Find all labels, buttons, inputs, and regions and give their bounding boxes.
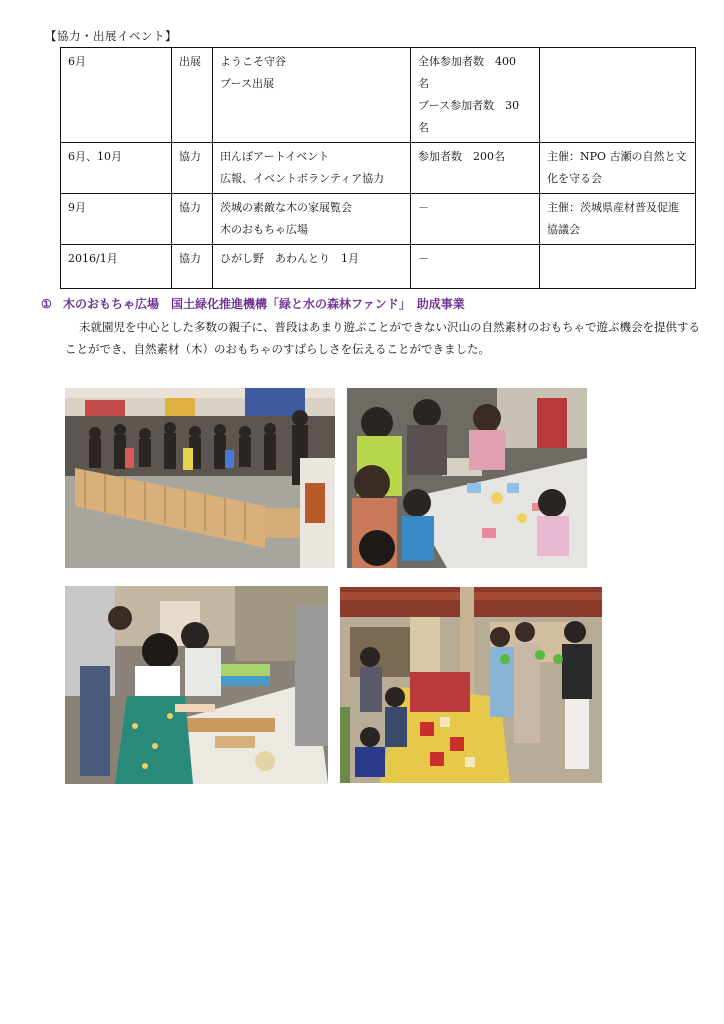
cell-participants-line: ブース参加者数 30 [418, 99, 520, 112]
cell-participants [411, 245, 540, 289]
photo-mall-play-area [340, 587, 602, 783]
cell-organizer [540, 143, 696, 194]
cell-type [172, 48, 213, 143]
cell-organizer-line: 協議会 [547, 223, 580, 236]
cell-type [172, 245, 213, 289]
cell-organizer [540, 194, 696, 245]
cell-title-line: 広報、イベントボランティア協力 [220, 172, 385, 185]
cell-participants [411, 143, 540, 194]
project-heading-number: ① [41, 297, 52, 311]
cell-month-text: 9月 [68, 201, 86, 214]
table-row [61, 245, 696, 289]
cell-month [61, 245, 172, 289]
section-title: 【協力・出展イベント】 [45, 29, 177, 43]
cell-organizer [540, 48, 696, 143]
cell-month-text: 2016/1月 [68, 252, 118, 265]
cell-type-text: 協力 [179, 201, 201, 214]
project-heading-text: 木のおもちゃ広場 国土緑化推進機構「緑と水の森林ファンド」 助成事業 [63, 297, 465, 311]
cell-month [61, 194, 172, 245]
cell-participants [411, 194, 540, 245]
cell-organizer-line: 主催：NPO 古瀬の自然と文 [547, 150, 687, 163]
cell-title-line: 田んぼアートイベント [220, 150, 330, 163]
cell-type-text: 出展 [179, 55, 201, 68]
cell-participants-line: 名 [418, 77, 429, 90]
project-body: 未就園児を中心とした多数の親子に、普段はあまり遊ぶことができない沢山の自然素材のおもちゃで遊ぶ機会を提供することができ、自然素材（木）のおもちゃのすばらしさを伝えることができました。 [65, 320, 700, 356]
cell-title-line: 木のおもちゃ広場 [220, 223, 308, 236]
cell-title-line: ブース出展 [220, 77, 275, 90]
cell-type [172, 143, 213, 194]
cell-title-line: ひがし野 あわんとり 1月 [220, 252, 359, 265]
cell-type-text: 協力 [179, 150, 201, 163]
cell-type [172, 194, 213, 245]
table-row [61, 48, 696, 143]
cell-participants [411, 48, 540, 143]
photo-craft-table [347, 388, 587, 568]
cell-month [61, 143, 172, 194]
cell-participants-line: 参加者数 200名 [418, 150, 505, 163]
cell-title [213, 245, 411, 289]
table-row [61, 194, 696, 245]
table-row [61, 143, 696, 194]
cell-participants-line: － [418, 201, 429, 214]
cell-month-text: 6月 [68, 55, 86, 68]
cell-participants-line: 名 [418, 121, 429, 134]
cell-participants-line: － [418, 252, 429, 265]
events-table [60, 47, 696, 289]
cell-title [213, 143, 411, 194]
cell-month [61, 48, 172, 143]
cell-title-line: 茨城の素敵な木の家展覧会 [220, 201, 352, 214]
photo-plank-tower [65, 388, 335, 568]
photo-girl-wooden-toys [65, 586, 328, 784]
cell-organizer [540, 245, 696, 289]
cell-organizer-line: 主催：茨城県産材普及促進 [547, 201, 679, 214]
cell-title [213, 48, 411, 143]
cell-organizer-line: 化を守る会 [547, 172, 602, 185]
cell-type-text: 協力 [179, 252, 201, 265]
cell-title [213, 194, 411, 245]
cell-month-text: 6月、10月 [68, 150, 122, 163]
cell-title-line: ようこそ守谷 [220, 55, 286, 68]
project-heading [41, 295, 465, 312]
cell-participants-line: 全体参加者数 400 [418, 55, 516, 68]
